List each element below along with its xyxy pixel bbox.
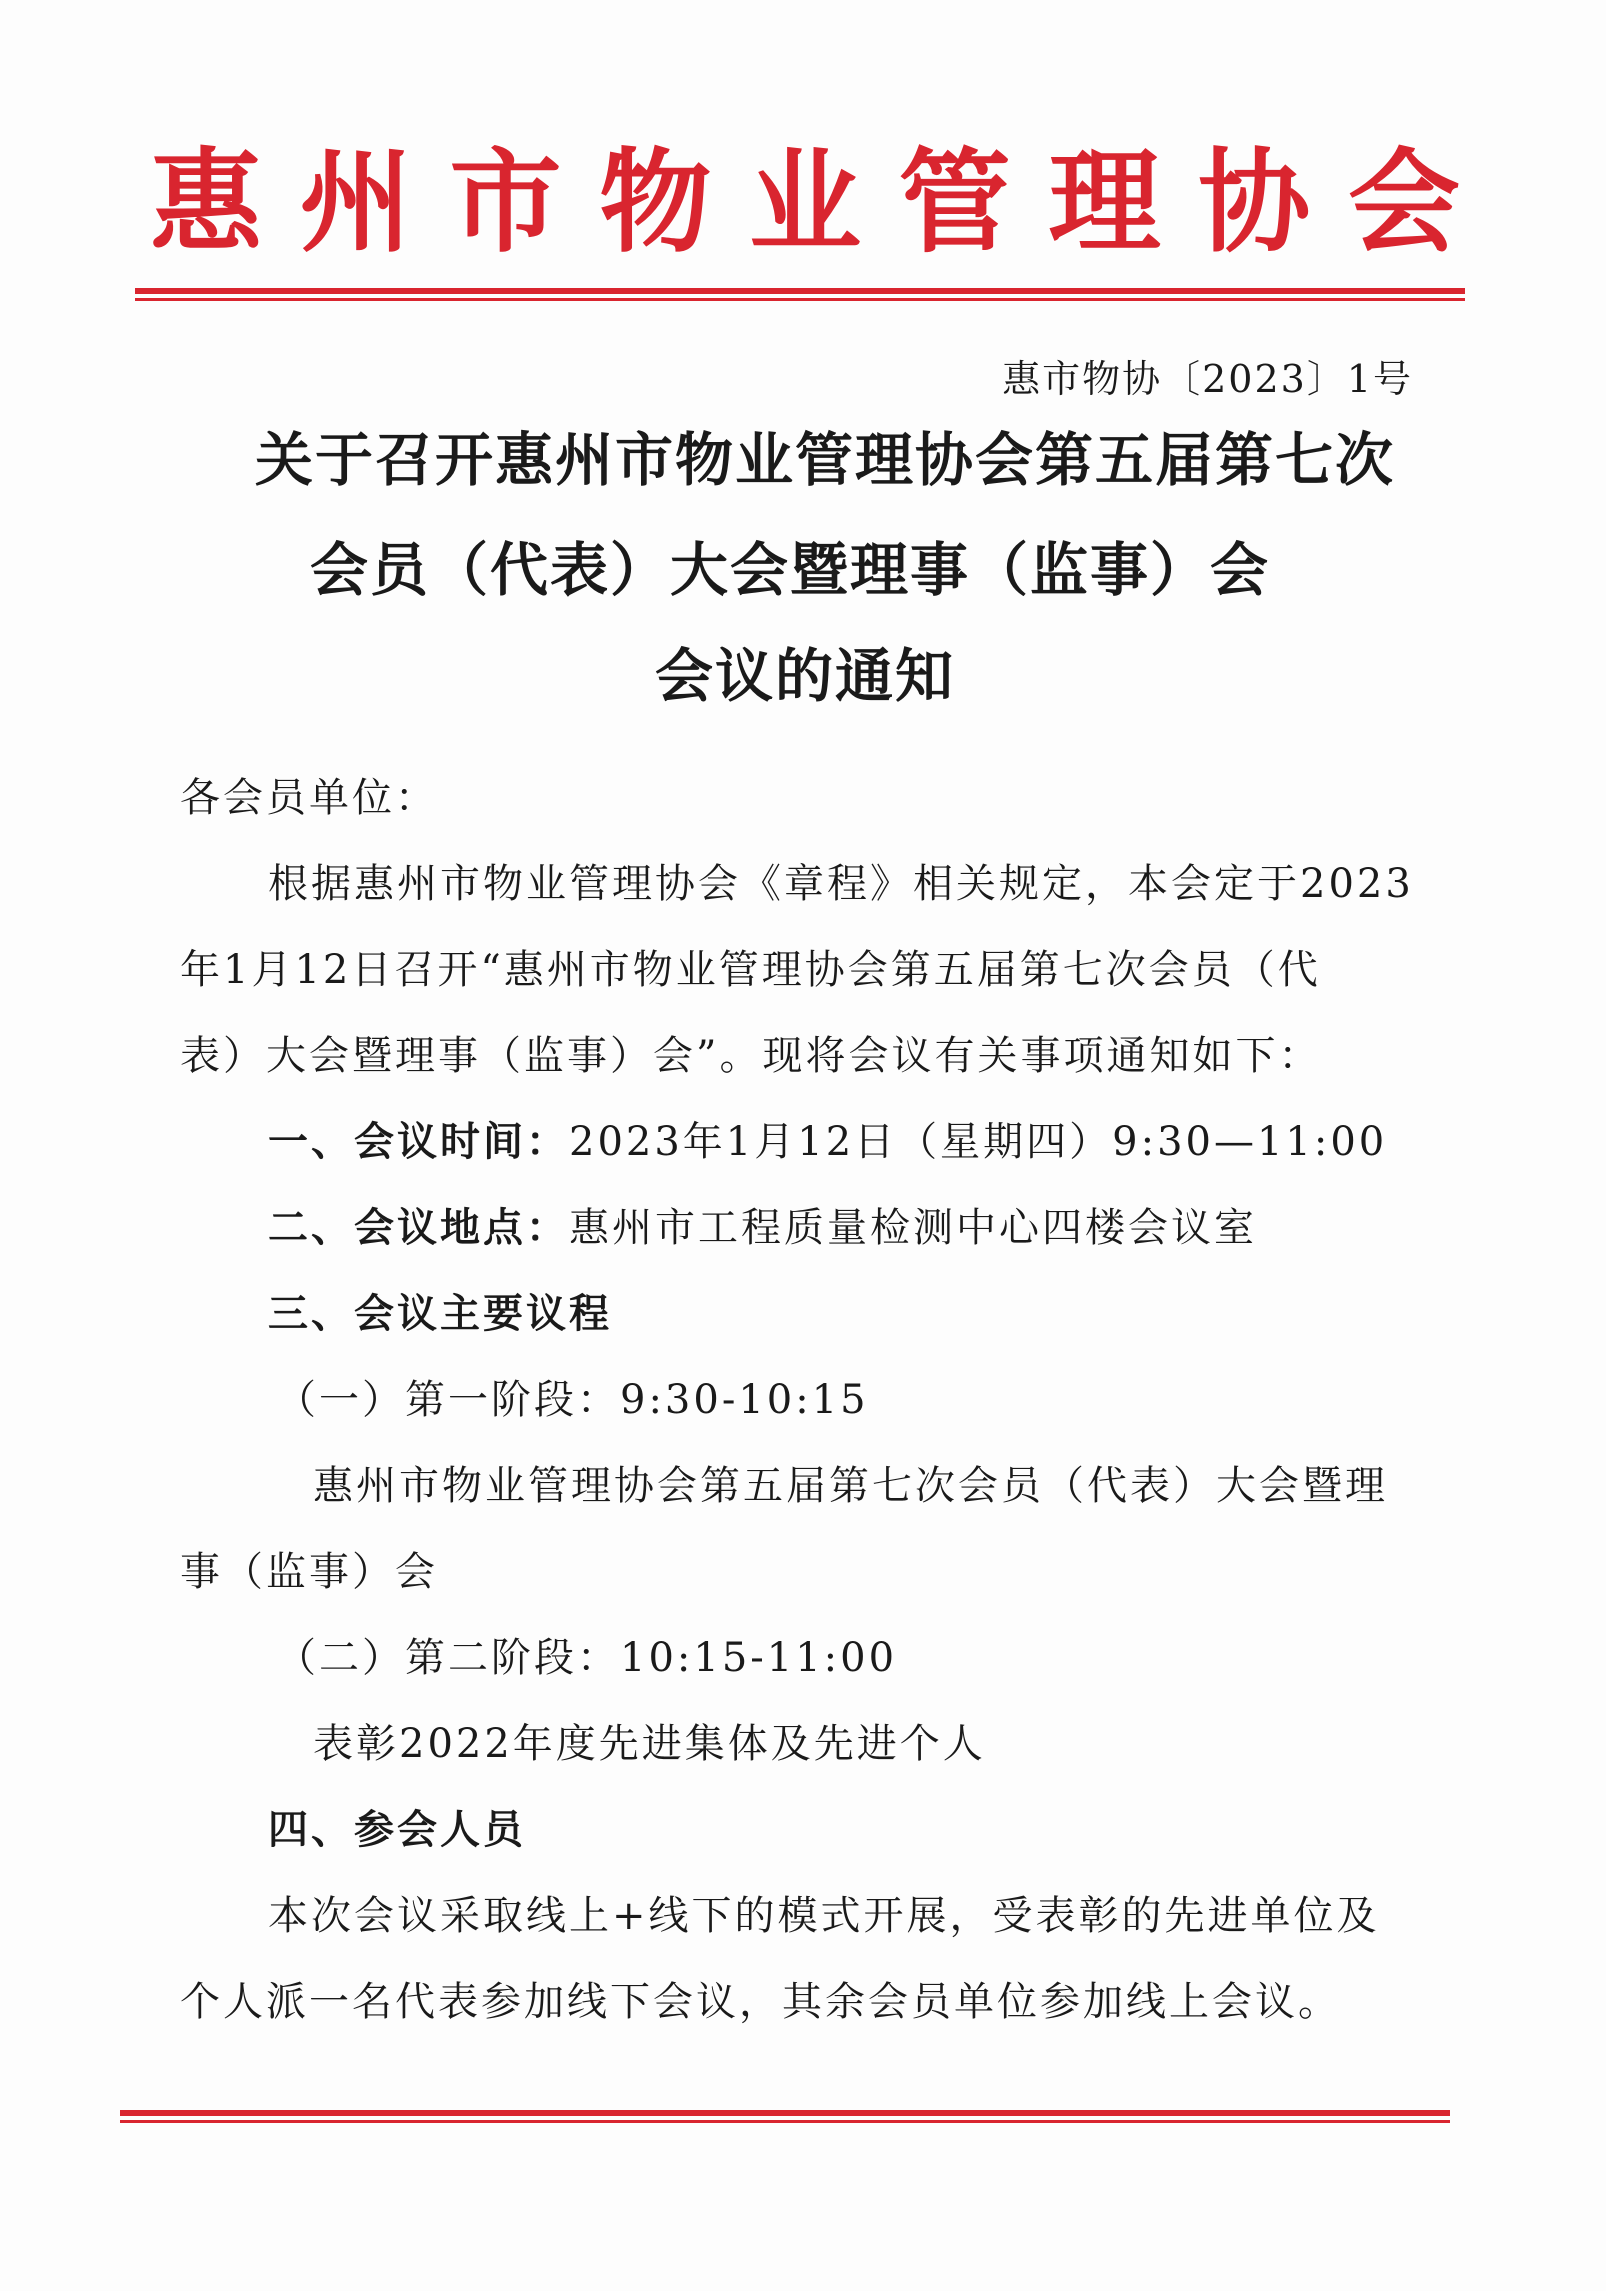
attendees-heading: 四、参会人员 [268,1806,526,1853]
org-title-char: 协 [1198,138,1311,268]
meeting-time-label: 一、会议时间： [268,1118,569,1165]
meeting-location-item [268,1200,1257,1256]
meeting-time-item [268,1114,1387,1170]
meeting-time-value: 2023年1月12日（星期四）9:30—11:00 [569,1119,1388,1165]
salutation: 各会员单位： [180,775,438,821]
org-title-char: 惠 [150,138,262,268]
org-title-char: 管 [898,138,1011,268]
org-title-char: 业 [749,138,861,268]
intro-paragraph-line1: 根据惠州市物业管理协会《章程》相关规定，本会定于2023 [268,861,1414,907]
meeting-location-label: 二、会议地点： [268,1204,569,1251]
intro-paragraph-line2: 年1月12日召开“惠州市物业管理协会第五届第七次会员（代 [180,947,1321,993]
org-title-char: 市 [449,138,562,268]
stage2-description: 表彰2022年度先进集体及先进个人 [313,1721,986,1767]
meeting-location-value: 惠州市工程质量检测中心四楼会议室 [569,1205,1257,1251]
header-divider [135,288,1465,304]
stage1-description-line2: 事（监事）会 [180,1549,438,1595]
footer-divider-thick [120,2110,1450,2116]
footer-divider [120,2110,1450,2126]
intro-paragraph-line3: 表）大会暨理事（监事）会”。现将会议有关事项通知如下： [180,1033,1322,1079]
org-title-char: 州 [299,138,412,268]
stage1-description-line1: 惠州市物业管理协会第五届第七次会员（代表）大会暨理 [313,1463,1388,1509]
org-letterhead-title [150,138,1460,268]
notice-title-line2: 会员（代表）大会暨理事（监事）会 [310,536,1271,604]
attendees-paragraph-line1: 本次会议采取线上+线下的模式开展，受表彰的先进单位及 [268,1893,1380,1939]
stage1-heading: （一）第一阶段：9:30-10:15 [276,1377,869,1423]
notice-title-line1: 关于召开惠州市物业管理协会第五届第七次 [255,426,1396,494]
header-divider-thin [135,298,1465,301]
footer-divider-thin [120,2120,1450,2123]
agenda-heading: 三、会议主要议程 [268,1290,612,1337]
attendees-paragraph-line2: 个人派一名代表参加线下会议，其余会员单位参加线上会议。 [180,1979,1341,2025]
notice-title-line3: 会议的通知 [654,642,955,710]
org-title-char: 物 [599,138,712,268]
org-title-char: 会 [1348,138,1460,268]
stage2-heading: （二）第二阶段：10:15-11:00 [276,1635,898,1681]
org-title-char: 理 [1048,138,1161,268]
header-divider-thick [135,288,1465,294]
document-number: 惠市物协〔2023〕1号 [1002,357,1413,401]
